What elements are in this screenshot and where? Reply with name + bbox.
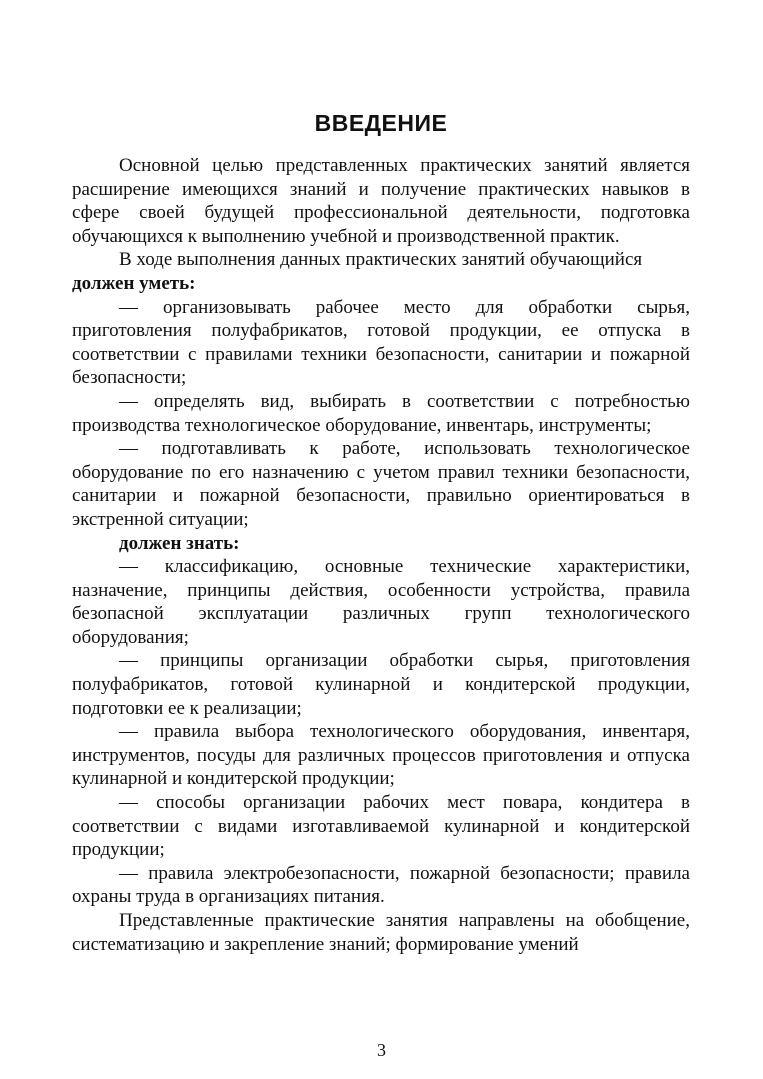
paragraph-intro-skills: В ходе выполнения данных практических занятий обучающийся xyxy=(119,249,643,271)
page-content xyxy=(72,108,690,956)
paragraph-summary: Представленные практические занятия направлены на обобщение, систематизацию и закрепление знаний; формирование умений xyxy=(72,910,690,955)
list-item-knowledge-1: — классификацию, основные технические характеристики, назначение, принципы действия, особенности устройства, правила безопасной эксплуатации различных групп технологического оборудования; xyxy=(72,556,690,648)
list-item-knowledge-5: — правила электробезопасности, пожарной безопасности; правила охраны труда в организациях питания. xyxy=(72,862,690,908)
body-text xyxy=(72,154,690,956)
list-item-skill-1: — организовывать рабочее место для обработки сырья, приготовления полуфабрикатов, готовой продукции, ее отпуска в соответствии с правилами техники безопасности, санитарии и пожарной безопасности; xyxy=(72,296,690,389)
list-item-skill-2: — определять вид, выбирать в соответствии с потребностью производства технологическое оборудование, инвентарь, инструменты; xyxy=(72,390,690,436)
list-item-knowledge-2: — принципы организации обработки сырья, приготовления полуфабрикатов, готовой кулинарной и кондитерской продукции, подготовки ее к реализации; xyxy=(72,650,690,719)
paragraph-goal: Основной целью представленных практических занятий является расширение имеющихся знаний и получение практических навыков в сфере своей будущей профессиональной деятельности, подготовка обучающихся к выполнению учебной и производственной практик. xyxy=(72,155,690,247)
list-item-knowledge-4: — способы организации рабочих мест повара, кондитера в соответствии с видами изготавливаемой кулинарной и кондитерской продукции; xyxy=(72,792,690,861)
page-number: 3 xyxy=(377,1040,386,1060)
heading-must-be-able: должен уметь: xyxy=(72,272,196,294)
page-title: ВВЕДЕНИЕ xyxy=(314,110,448,136)
heading-must-know: должен знать: xyxy=(119,532,240,554)
list-item-knowledge-3: — правила выбора технологического оборудования, инвентаря, инструментов, посуды для различных процессов приготовления и отпуска кулинарной и кондитерской продукции; xyxy=(72,721,690,790)
list-item-skill-3: — подготавливать к работе, использовать технологическое оборудование по его назначению с учетом правил техники безопасности, санитарии и пожарной безопасности, правильно ориентироваться в экстренной ситуации; xyxy=(72,438,690,530)
